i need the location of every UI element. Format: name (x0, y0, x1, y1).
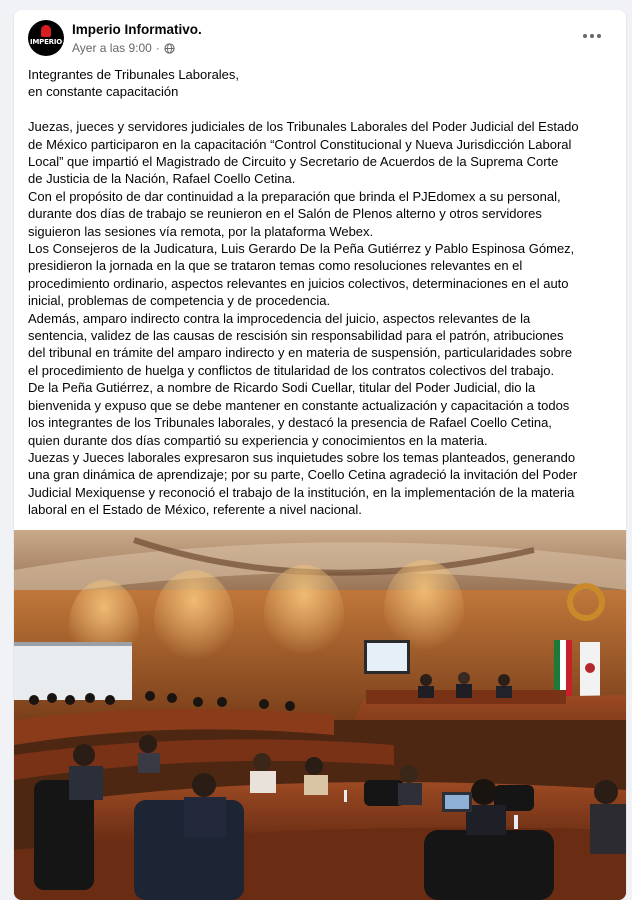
post-body-line: Con el propósito de dar continuidad a la preparación que brinda el PJEdomex a su personal, (28, 188, 561, 204)
post-card (14, 10, 626, 900)
post-header (28, 20, 612, 64)
post-body-line: del tribunal en trámite del amparo indirecto y en materia de suspensión, particularidades sobre (28, 345, 573, 361)
post-photo[interactable] (14, 530, 626, 900)
page-name[interactable]: Imperio Informativo. (72, 22, 202, 37)
avatar[interactable] (28, 20, 64, 56)
post-body-line: procedimiento ordinario, aspectos relevantes en juicios colectivos, determinaciones en el auto (28, 275, 569, 291)
post-body-line: una gran dinámica de aprendizaje; por su parte, Coello Cetina agradeció la invitación del Poder (28, 467, 578, 483)
post-body-line: Juezas y Jueces laborales expresaron sus inquietudes sobre los temas planteados, generando (28, 449, 576, 465)
post-body-line: Además, amparo indirecto contra la improcedencia del juicio, aspectos relevantes de la (28, 310, 531, 326)
post-body-line: laboral en el Estado de México, referente a nivel nacional. (28, 502, 362, 518)
post-body-line: De la Peña Gutiérrez, a nombre de Ricardo Sodi Cuellar, titular del Poder Judicial, dio la (28, 380, 536, 396)
post-timestamp[interactable]: Ayer a las 9:00 (72, 41, 152, 55)
post-body-line: bienvenida y expuso que se debe mantener en constante actualización y capacitación a todos (28, 397, 570, 413)
post-body-line: durante dos días de trabajo se reunieron en el Salón de Plenos alterno y otros servidores (28, 206, 542, 222)
logo-mark-icon (41, 25, 51, 37)
post-body-line: presidieron la jornada en la que se trataron temas como resoluciones relevantes en el (28, 258, 523, 274)
post-body-line: Los Consejeros de la Judicatura, Luis Gerardo De la Peña Gutiérrez y Pablo Espinosa Gómez, (28, 241, 575, 257)
post-body-line: los integrantes de los Tribunales laborales, y destacó la presencia de Rafael Coello Cetina, (28, 415, 552, 431)
post-body-line: siguieron las sesiones vía remota, por la plataforma Webex. (28, 223, 374, 239)
more-options-icon[interactable] (578, 26, 606, 46)
globe-icon (164, 43, 175, 54)
post-body-line: sentencia, validez de las causas de rescisión sin responsabilidad para el patrón, atribuciones (28, 328, 564, 344)
post-title-line: en constante capacitación (28, 84, 179, 100)
post-body-line: el procedimiento de huelga y conflictos de titularidad de los contratos colectivos del trabajo. (28, 362, 555, 378)
post-title-line: Integrantes de Tribunales Laborales, (28, 67, 240, 82)
post-text (28, 66, 618, 519)
post-body-line: Judicial Mexiquense y reconoció el trabajo de la institución, en la implementación de la materia (28, 484, 575, 500)
post-body-line: Local” que impartió el Magistrado de Circuito y Secretario de Acuerdos de la Suprema Corte (28, 154, 559, 170)
post-body-line: de Justicia de la Nación, Rafael Coello Cetina. (28, 171, 296, 187)
post-body-line: de México participaron en la capacitación “Control Constitucional y Nueva Jurisdicción Laboral (28, 136, 572, 152)
meta-separator: · (155, 41, 160, 55)
post-body-line: quien durante dos días compartió su experiencia y conocimientos en la materia. (28, 432, 488, 448)
post-meta (72, 41, 175, 55)
avatar-logo-text: IMPERIO (29, 38, 63, 46)
post-body-line: Juezas, jueces y servidores judiciales de los Tribunales Laborales del Poder Judicial del Estado (28, 119, 579, 135)
courtroom-photo-illustration (14, 530, 626, 900)
post-body-line: inicial, problemas de competencia y de procedencia. (28, 293, 331, 309)
